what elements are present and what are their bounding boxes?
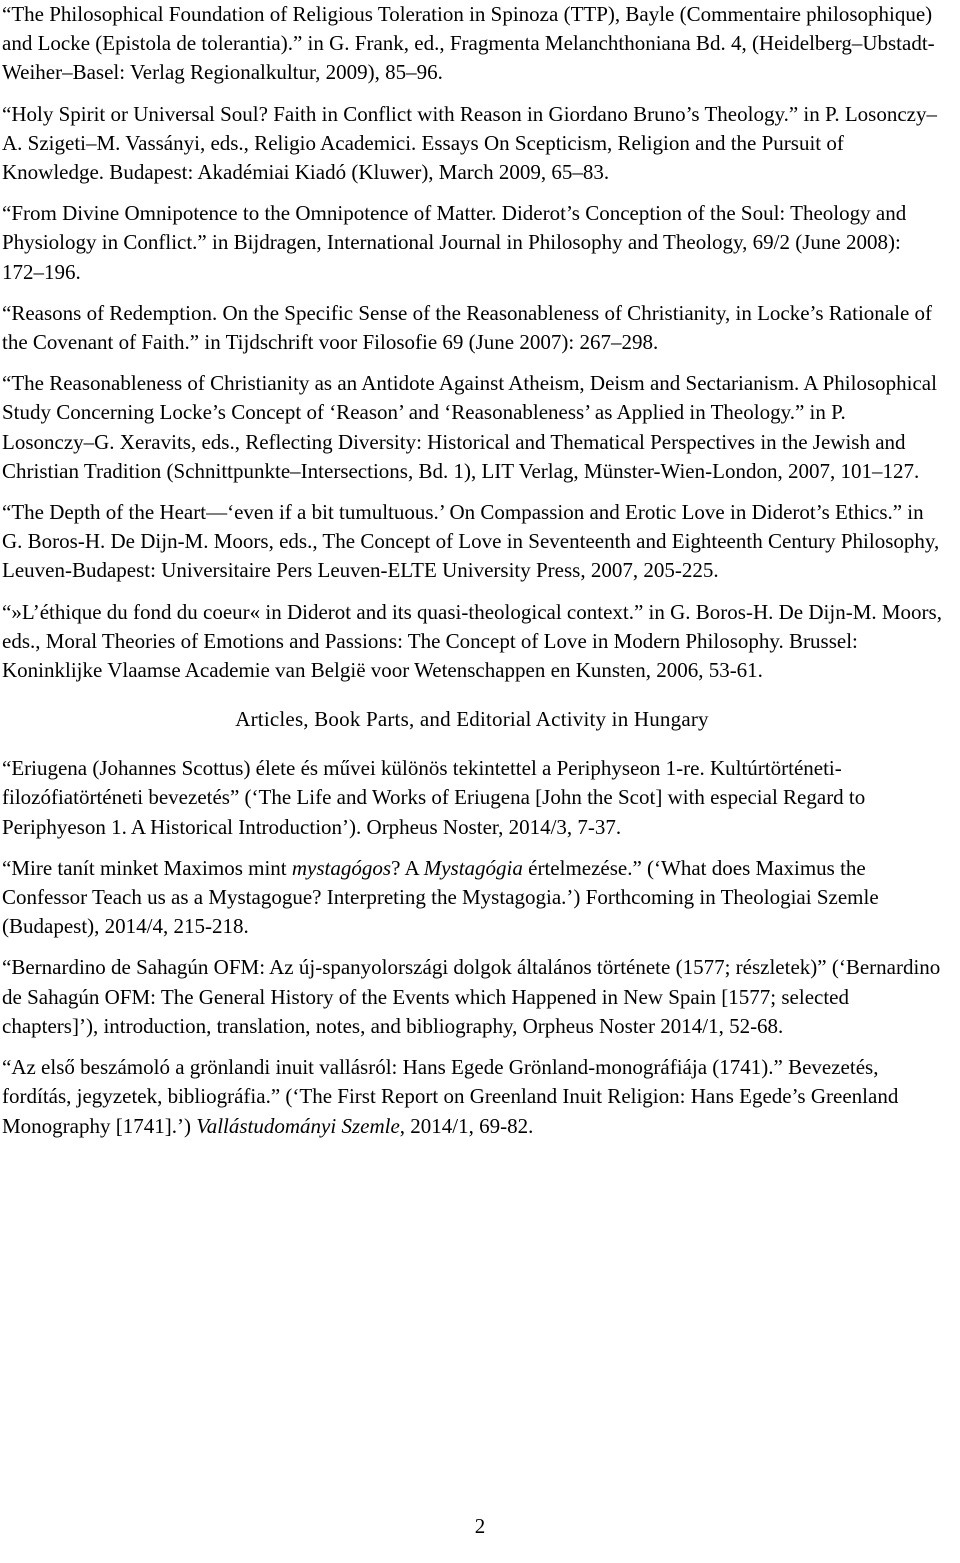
entry-text: “Bernardino de Sahagún OFM: Az új-spanyolországi dolgok általános története (1577; részletek)” (‘Bernardino de Sahagún OFM: The General History of the Events which Happened in New Spain [1577; selected chapters]’), introduction, translation, notes, and bibliography, Orpheus Noster 2014/1, 52-68.	[2, 955, 946, 1038]
entry-text: “Mire tanít minket Maximos mint	[2, 855, 292, 880]
bibliography-entry	[2, 953, 946, 1041]
entry-text: “The Reasonableness of Christianity as an Antidote Against Atheism, Deism and Sectarianism. A Philosophical Study Concerning Locke’s Concept of ‘Reason’ and ‘Reasonableness’ as Applied in Theology.” in P. Losonczy–G. Xeravits, eds., Reflecting Diversity: Historical and Thematical Perspectives in the Jewish and Christian Tradition (Schnittpunkte–Intersections, Bd. 1), LIT Verlag, Münster-Wien-London, 2007, 101–127.	[2, 371, 943, 483]
entry-text: “The Depth of the Heart—‘even if a bit tumultuous.’ On Compassion and Erotic Love in Diderot’s Ethics.” in G. Boros-H. De Dijn-M. Moors, eds., The Concept of Love in Seventeenth and Eighteenth Century Philosophy, Leuven-Budapest: Universitaire Pers Leuven-ELTE University Press, 2007, 205-225.	[2, 500, 945, 583]
entry-text: “Eriugena (Johannes Scottus) élete és művei különös tekintettel a Periphyseon 1-re. Kultúrtörténeti-filozófiatörténeti bevezetés” (‘The Life and Works of Eriugena [John the Scot] with especial Regard to Periphyeson 1. A Historical Introduction’). Orpheus Noster, 2014/3, 7-37.	[2, 756, 871, 839]
entry-text: “The Philosophical Foundation of Religious Toleration in Spinoza (TTP), Bayle (Commentaire philosophique) and Locke (Epistola de tolerantia).” in G. Frank, ed., Fragmenta Melanchthoniana Bd. 4, (Heidelberg–Ubstadt-Weiher–Basel: Verlag Regionalkultur, 2009), 85–96.	[2, 2, 938, 85]
bibliography-entry	[2, 598, 948, 686]
entry-italic-text: mystagógos	[291, 855, 392, 880]
bibliography-entry	[2, 754, 942, 842]
entry-text: “Az első beszámoló a grönlandi inuit vallásról: Hans Egede Grönland-monográfiája (1741).” Bevezetés, fordítás, jegyzetek, bibliográfia.” (‘The First Report on Greenland Inuit Religion: Hans Egede’s Greenland Monography [1741].’)	[2, 1055, 904, 1138]
hungarian-publications-list	[2, 754, 946, 1140]
bibliography	[2, 0, 948, 1153]
entry-italic-text: Vallástudományi Szemle	[196, 1113, 400, 1138]
entry-italic-text: Mystagógia	[423, 855, 523, 880]
bibliography-entry	[2, 369, 942, 486]
bibliography-entry	[2, 1053, 942, 1141]
bibliography-entry	[2, 498, 945, 586]
entry-text: “From Divine Omnipotence to the Omnipotence of Matter. Diderot’s Conception of the Soul: Theology and Physiology in Conflict.” in Bijdragen, International Journal in Philosophy and Theology, 69/2 (June 2008): 172–196.	[2, 201, 912, 284]
bibliography-entry	[2, 199, 942, 287]
entry-text: ? A	[391, 855, 424, 880]
entry-text: “»L’éthique du fond du coeur« in Diderot and its quasi-theological context.” in G. Boros-H. De Dijn-M. Moors, eds., Moral Theories of Emotions and Passions: The Concept of Love in Modern Philosophy. Brussel: Koninklijke Vlaamse Academie van België voor Wetenschappen en Kunsten, 2006, 53-61.	[2, 599, 948, 683]
entry-text: “Reasons of Redemption. On the Specific Sense of the Reasonableness of Christianity, in Locke’s Rationale of the Covenant of Faith.” in Tijdschrift voor Filosofie 69 (June 2007): 267–298.	[2, 300, 938, 355]
bibliography-entry	[2, 0, 942, 88]
entry-text: “Holy Spirit or Universal Soul? Faith in Conflict with Reason in Giordano Bruno’s Theology.” in P. Losonczy–A. Szigeti–M. Vassányi, eds., Religio Academici. Essays On Scepticism, Religion and the Pursuit of Knowledge. Budapest: Akadémiai Kiadó (Kluwer), March 2009, 65–83.	[2, 101, 937, 185]
bibliography-entry	[2, 854, 942, 942]
bibliography-entry	[2, 299, 942, 357]
bibliography-entry	[2, 100, 942, 188]
page-number: 2	[474, 1514, 486, 1538]
section-heading: Articles, Book Parts, and Editorial Activity in Hungary	[235, 707, 709, 732]
english-publications-list	[2, 0, 948, 685]
entry-text: értelmezése.” (‘What does Maximus the Confessor Teach us as a Mystagogue? Interpreting the Mystagogia.’) Forthcoming in Theologiai Szemle (Budapest), 2014/4, 215-218.	[2, 855, 884, 939]
entry-text: , 2014/1, 69-82.	[399, 1113, 534, 1138]
